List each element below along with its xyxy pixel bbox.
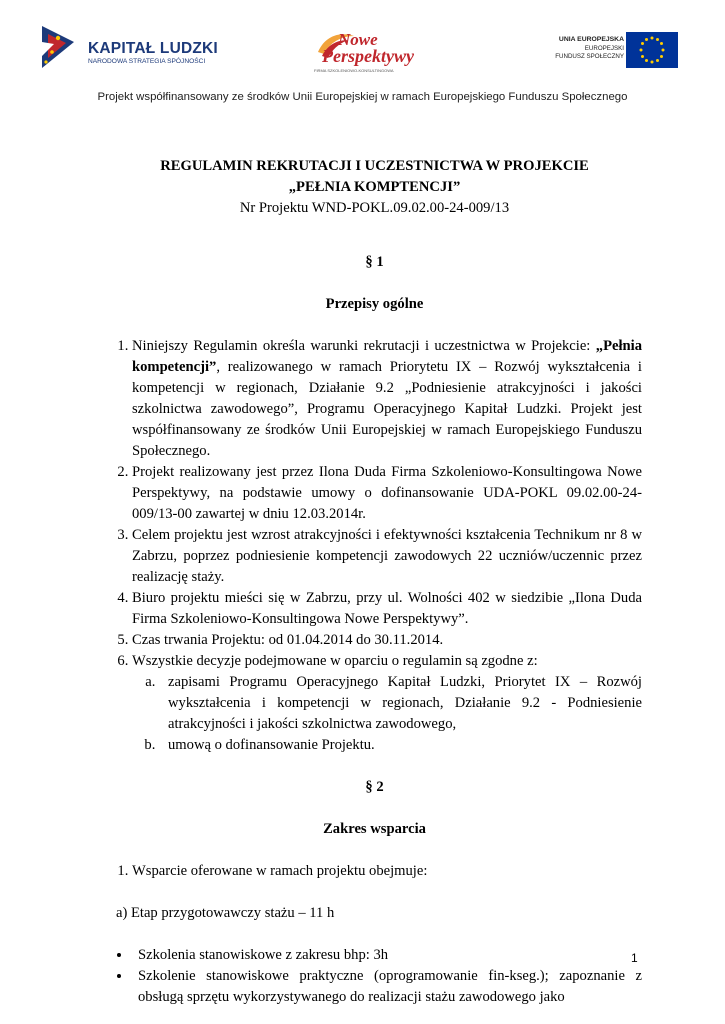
stage-a-bullets — [107, 945, 642, 1008]
eu-logo-text — [530, 36, 624, 62]
nowe-perspektywy-subtitle: FIRMA SZKOLENIOWO-KONSULTINGOWA — [314, 68, 394, 73]
section2-heading: Zakres wsparcia — [323, 821, 426, 837]
section1-item-6a: a. zapisami Programu Operacyjnego Kapitał Ludzki, Priorytet IX – Rozwój wykształcenia i kompetencji w regionach, Działanie 9.2 - Podniesienie atrakcyjności i jakości szkolnictwa zawodowego, — [159, 672, 642, 735]
section2-mark: § 2 — [365, 779, 384, 795]
nowe-perspektywy-logo — [310, 28, 430, 76]
page-header — [0, 0, 725, 115]
section1-item-6b: b. umową o dofinansowanie Projektu. — [159, 735, 642, 756]
document-body — [107, 156, 642, 1008]
section1-item-6-sublist — [132, 672, 642, 756]
section1-item-6: 6. Wszystkie decyzje podejmowane w oparciu o regulamin są zgodne z: a. zapisami Programu Operacyjnego Kapitał Ludzki, Priorytet IX – Rozwój wykształcenia i kompetencji w regionach, Działanie 9.2 - Podniesienie atrakcyjności i jakości szkolnictwa zawodowego, b. umową o dofinansowanie Projektu. — [132, 651, 642, 756]
stage-a-bullet-2: • Szkolenie stanowiskowe praktyczne (oprogramowanie fin-kseg.); zapoznanie z obsługą sprzętu wykorzystywanego do realizacji stażu zawodowego jako — [132, 966, 642, 1008]
kapital-ludzki-emblem-icon — [40, 22, 80, 72]
ue-line2: EUROPEJSKI — [584, 44, 624, 52]
kapital-ludzki-title: KAPITAŁ LUDZKI — [88, 40, 218, 57]
page-number: 1 — [631, 951, 638, 965]
section1-item-1: 1. Niniejszy Regulamin określa warunki rekrutacji i uczestnictwa w Projekcie: „Pełnia kompetencji”, realizowanego w ramach Priorytetu IX – Rozwój wykształcenia i kompetencji w regionach, Działanie 9.2 „Podniesienie atrakcyjności i jakości szkolnictwa zawodowego”, Programu Operacyjnego Kapitał Ludzki. Projekt jest współfinansowany ze środków Unii Europejskiej w ramach Europejskiego Funduszu Społecznego. — [132, 336, 642, 462]
section1-item-3: 3. Celem projektu jest wzrost atrakcyjności i efektywności kształcenia Technikum nr 8 w Zabrzu, poprzez podniesienie kompetencji zawodowych 22 uczniów/uczennic przez realizację staży. — [132, 525, 642, 588]
document-title-line1: REGULAMIN REKRUTACJI I UCZESTNICTWA W PROJEKCIE — [160, 158, 589, 174]
section1-item-2: 2. Projekt realizowany jest przez Ilona Duda Firma Szkoleniowo-Konsultingowa Nowe Perspektywy, na podstawie umowy o dofinansowanie UDA-POKL 09.02.00-24-009/13-00 zawartej w dniu 12.03.2014r. — [132, 462, 642, 525]
stage-a-label: a) Etap przygotowawczy stażu – 11 h — [116, 905, 335, 921]
cofinancing-note: Projekt współfinansowany ze środków Unii Europejskiej w ramach Europejskiego Funduszu Społecznego — [97, 91, 628, 103]
eu-flag-icon — [626, 32, 678, 68]
project-name-bold: „Pełnia kompetencji” — [132, 338, 642, 375]
section1-mark: § 1 — [365, 254, 384, 270]
perspektywy-text: Perspektywy — [322, 46, 414, 66]
section1-item-5: 5. Czas trwania Projektu: od 01.04.2014 do 30.11.2014. — [132, 630, 642, 651]
ue-line1: UNIA EUROPEJSKA — [558, 36, 624, 43]
ue-line3: FUNDUSZ SPOŁECZNY — [555, 53, 624, 60]
eu-logo — [530, 32, 680, 72]
section2-list — [107, 861, 642, 882]
section2-item-1: 1. Wsparcie oferowane w ramach projektu obejmuje: — [132, 861, 642, 882]
stage-a-bullet-1: • Szkolenia stanowiskowe z zakresu bhp: 3h — [132, 945, 642, 966]
nowe-text: Nowe — [338, 30, 378, 49]
section1-list — [107, 336, 642, 756]
section1-item-4: 4. Biuro projektu mieści się w Zabrzu, przy ul. Wolności 402 w siedzibie „Ilona Duda Firma Szkoleniowo-Konsultingowa Nowe Perspektywy”. — [132, 588, 642, 630]
document-title-line2: „PEŁNIA KOMPTENCJI” — [288, 179, 461, 195]
kapital-ludzki-subtitle: NARODOWA STRATEGIA SPÓJNOŚCI — [88, 58, 206, 65]
project-number: Nr Projektu WND-POKL.09.02.00-24-009/13 — [239, 200, 510, 216]
section1-heading: Przepisy ogólne — [325, 296, 424, 312]
